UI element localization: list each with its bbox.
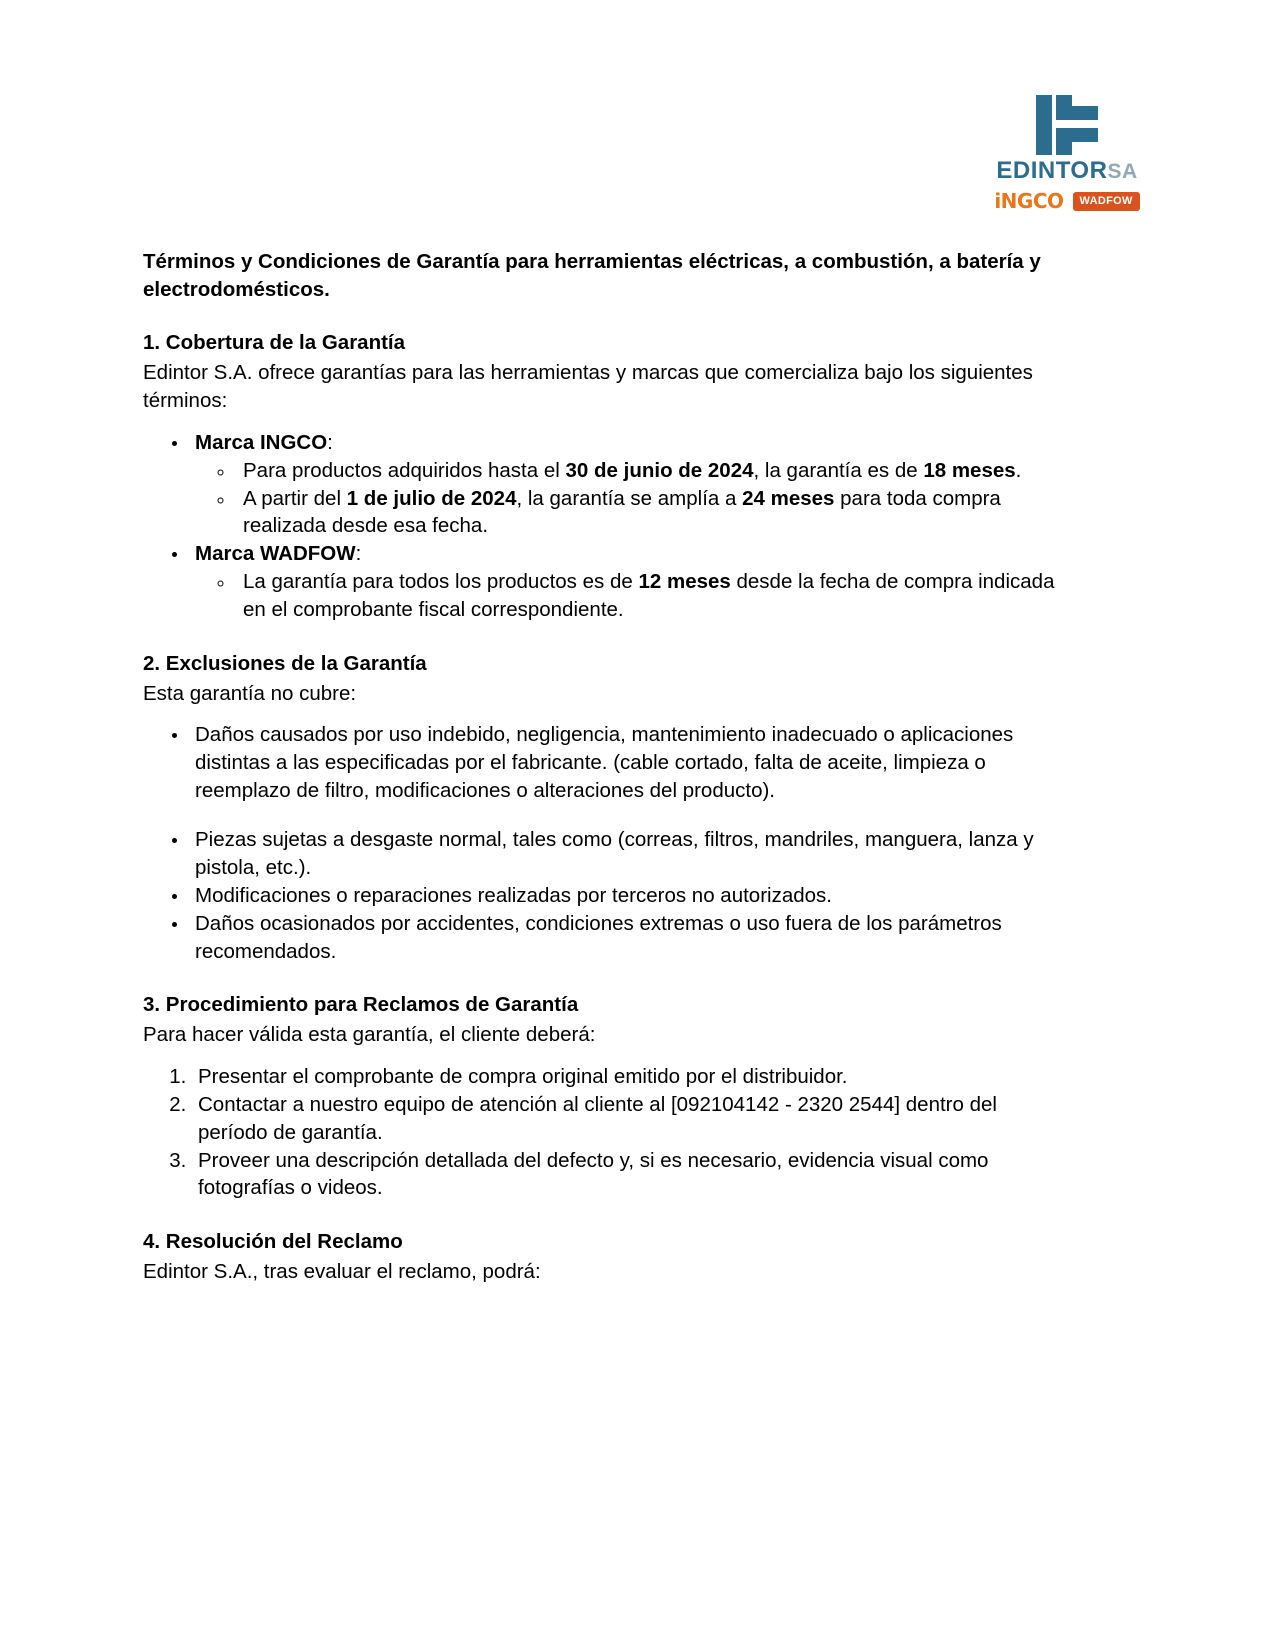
claim-steps-list [143, 1063, 1068, 1202]
section-intro-4: Edintor S.A., tras evaluar el reclamo, podrá: [143, 1260, 541, 1284]
list-item [235, 485, 1068, 541]
section-heading-3: 3. Procedimiento para Reclamos de Garantía [143, 993, 579, 1017]
page-title: Términos y Condiciones de Garantía para herramientas eléctricas, a combustión, a batería y electrodomésticos. [143, 250, 1041, 301]
company-logo [987, 95, 1147, 213]
logo-wordmark [987, 159, 1147, 183]
term-text: La garantía para todos los productos es de [243, 570, 639, 594]
brand-label-wadfow-suffix: : [355, 542, 362, 566]
list-item: • Modificaciones o reparaciones realizadas por terceros no autorizados. [189, 882, 1068, 910]
term-emphasis: 18 meses [923, 458, 1016, 482]
brand-badge-ingco: iNGCO [994, 189, 1064, 213]
term-emphasis: 24 meses [742, 486, 835, 510]
logo-wordmark-main: EDINTOR [996, 157, 1108, 184]
list-item: 1. Presentar el comprobante de compra original emitido por el distribuidor. [192, 1063, 1068, 1091]
section-heading-4: 4. Resolución del Reclamo [143, 1230, 403, 1254]
section-heading-2: 2. Exclusiones de la Garantía [143, 651, 427, 675]
brand-label-ingco-suffix: : [327, 430, 333, 454]
list-item: • Daños ocasionados por accidentes, condiciones extremas o uso fuera de los parámetros recomendados. [189, 910, 1068, 966]
ingco-terms-list [195, 457, 1068, 541]
brand-label-wadfow: Marca WADFOW [195, 542, 356, 566]
wadfow-terms-list [195, 568, 1068, 624]
term-text: desde la fecha de compra indicada en el comprobante fiscal correspondiente. [243, 570, 1055, 622]
list-item [189, 429, 1068, 541]
coverage-brand-list [143, 429, 1068, 624]
section-intro-3: Para hacer válida esta garantía, el cliente deberá: [143, 1023, 596, 1047]
term-text: . [1015, 458, 1022, 482]
term-text: , la garantía se amplía a [516, 486, 743, 510]
term-emphasis: 1 de julio de 2024 [346, 486, 517, 510]
section-intro-2: Esta garantía no cubre: [143, 681, 357, 705]
brand-badges [987, 189, 1147, 213]
brand-label-ingco: Marca INGCO [195, 430, 328, 454]
brand-badge-wadfow: WADFOW [1073, 192, 1140, 211]
term-text: Para productos adquiridos hasta el [243, 458, 566, 482]
document-body [143, 248, 1068, 1286]
section-heading-1: 1. Cobertura de la Garantía [143, 331, 406, 355]
term-text: , la garantía es de [753, 458, 924, 482]
exclusions-list [143, 721, 1068, 965]
list-item [235, 568, 1068, 624]
list-item [235, 457, 1068, 485]
list-item: 2. Contactar a nuestro equipo de atención al cliente al [092104142 - 2320 2544] dentro del período de garantía. [192, 1091, 1068, 1147]
term-text: para toda compra realizada desde esa fecha. [243, 486, 1001, 538]
term-text: A partir del [243, 486, 347, 510]
list-item: • Daños causados por uso indebido, negligencia, mantenimiento inadecuado o aplicaciones distintas a las especificadas por el fabricante. (cable cortado, falta de aceite, limpieza o reemplazo de filtro, modificaciones o alteraciones del producto). [189, 721, 1068, 805]
list-item: • Piezas sujetas a desgaste normal, tales como (correas, filtros, mandriles, manguera, lanza y pistola, etc.). [189, 826, 1068, 882]
list-item: 3. Proveer una descripción detallada del defecto y, si es necesario, evidencia visual como fotografías o videos. [192, 1147, 1068, 1203]
edintor-logo-icon [1036, 95, 1098, 155]
section-intro-1: Edintor S.A. ofrece garantías para las herramientas y marcas que comercializa bajo los siguientes términos: [143, 361, 1033, 412]
term-emphasis: 30 de junio de 2024 [565, 458, 754, 482]
term-emphasis: 12 meses [638, 570, 731, 594]
logo-wordmark-suffix: SA [1107, 160, 1138, 183]
list-item [189, 540, 1068, 624]
